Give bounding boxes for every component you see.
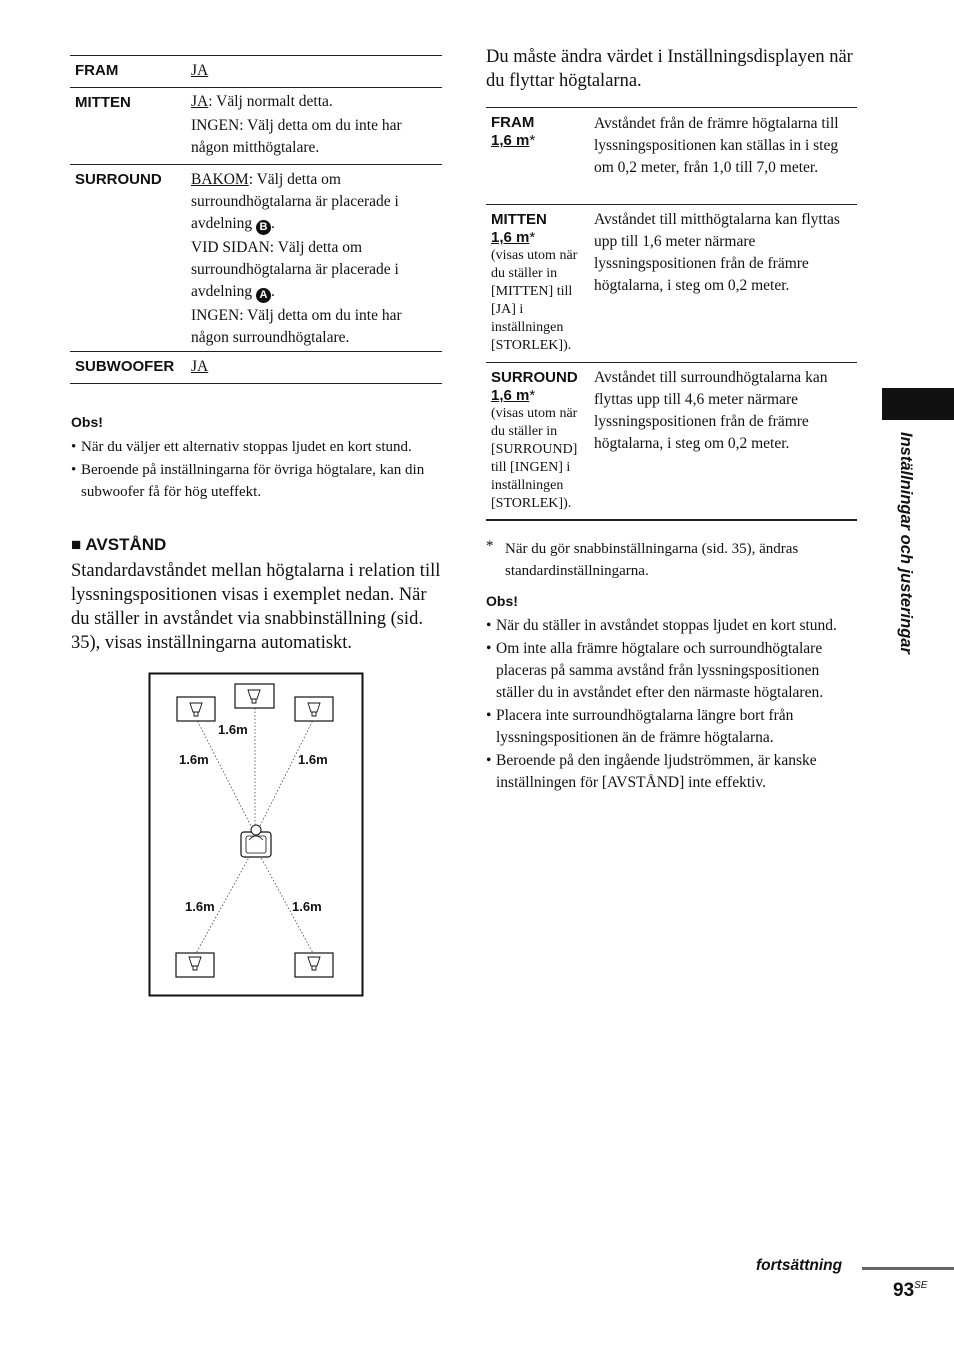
row-val-surround: BAKOM: Välj detta om surroundhögtalarna är placerade i avdelning B . VID SIDAN: Välj detta om surroundhögtalarna är placerade i avdelning A . INGEN: Välj detta om du inte har någon surroundhögtalare.	[191, 171, 402, 346]
obs-right-item: • Om inte alla främre högtalare och surroundhögtalare placeras på samma avstånd från lyssningspositionen ställer du in avståndet efter den närmaste högtalaren.	[486, 638, 858, 704]
right-intro: Du måste ändra värdet i Inställningsdisplayen när du flyttar högtalarna.	[486, 47, 853, 91]
rt-head-fram: FRAM 1,6 m*	[491, 114, 536, 149]
obs-right-title: Obs!	[486, 593, 518, 609]
obs-right-item: • Beroende på den ingående ljudströmmen, är kanske inställningen för [AVSTÅND] inte effektiv.	[486, 750, 858, 794]
speaker-center-icon	[235, 684, 274, 708]
footnote-text: När du gör snabbinställningarna (sid. 35), ändras standardinställningarna.	[505, 541, 799, 579]
label-front-right-distance: 1.6m	[298, 752, 328, 767]
page-number: $93^{SE}$	[893, 1280, 928, 1301]
rt-desc-fram: Avståndet från de främre högtalarna till lyssningspositionen kan ställas in i steg om 0,2 meter, från 1,0 till 7,0 meter.	[594, 115, 839, 176]
row-val-fram: JA	[191, 62, 209, 79]
rt-desc-surround: Avståndet till surroundhögtalarna kan flyttas upp till 4,6 meter närmare lyssningspositionen från de främre högtalarna, i steg om 0,2 meter.	[594, 369, 828, 452]
section-body: Standardavståndet mellan högtalarna i relation till lyssningspositionen visas i exemplet nedan. När du ställer in avståndet via snabbinställning (sid. 35), visas inställningarna automatiskt.	[71, 561, 441, 653]
obs-left-list	[71, 436, 443, 503]
rt-head-mitten: MITTEN 1,6 m* (visas utom när du ställer in [MITTEN] till [JA] i inställningen [STORLEK]).	[491, 211, 578, 353]
speaker-surround-left-icon	[176, 953, 214, 977]
badge-b-icon: B	[256, 220, 271, 235]
row-val-mitten: JA: Välj normalt detta. INGEN: Välj detta om du inte har någon mitthögtalare.	[191, 93, 402, 156]
label-surround-left-distance: 1.6m	[185, 899, 215, 914]
obs-right-list	[486, 615, 858, 794]
speaker-surround-right-icon	[295, 953, 333, 977]
badge-a-icon: A	[256, 288, 271, 303]
row-val-subwoofer: JA	[191, 358, 209, 375]
obs-left-item: • När du väljer ett alternativ stoppas ljudet en kort stund.	[71, 436, 443, 458]
continued-rule	[862, 1267, 954, 1270]
row-head-subwoofer: SUBWOOFER	[75, 358, 175, 375]
speaker-diagram	[148, 672, 364, 997]
obs-right-item: • När du ställer in avståndet stoppas ljudet en kort stund.	[486, 615, 858, 637]
distance-line	[257, 718, 314, 832]
section-heading: ■ AVSTÅND	[71, 535, 167, 554]
row-head-fram: FRAM	[75, 62, 119, 79]
side-tab: Inställningar och justeringar	[897, 432, 915, 654]
square-bullet-icon: ■	[71, 535, 82, 554]
continued-label: fortsättning	[756, 1257, 843, 1274]
rt-head-surround: SURROUND 1,6 m* (visas utom när du ställer in [SURROUND] till [INGEN] i inställningen [STORLEK]).	[491, 369, 578, 511]
obs-left-title: Obs!	[71, 414, 103, 430]
side-tab-block	[882, 388, 954, 420]
label-front-left-distance: 1.6m	[179, 752, 209, 767]
speaker-front-left-icon	[177, 697, 215, 721]
footnote-mark: *	[486, 538, 494, 554]
speaker-front-right-icon	[295, 697, 333, 721]
listener-chair-icon	[241, 825, 271, 857]
row-head-mitten: MITTEN	[75, 94, 131, 111]
obs-left-item: • Beroende på inställningarna för övriga högtalare, kan din subwoofer få för hög uteffekt.	[71, 459, 443, 503]
rt-desc-mitten: Avståndet till mitthögtalarna kan flyttas upp till 1,6 meter närmare lyssningspositionen från de främre högtalarna, i steg om 0,2 meter.	[594, 211, 840, 294]
label-surround-right-distance: 1.6m	[292, 899, 322, 914]
row-head-surround: SURROUND	[75, 171, 162, 188]
obs-right-item: • Placera inte surroundhögtalarna längre bort från lyssningspositionen än de främre högtalarna.	[486, 705, 858, 749]
label-center-distance: 1.6m	[218, 722, 248, 737]
